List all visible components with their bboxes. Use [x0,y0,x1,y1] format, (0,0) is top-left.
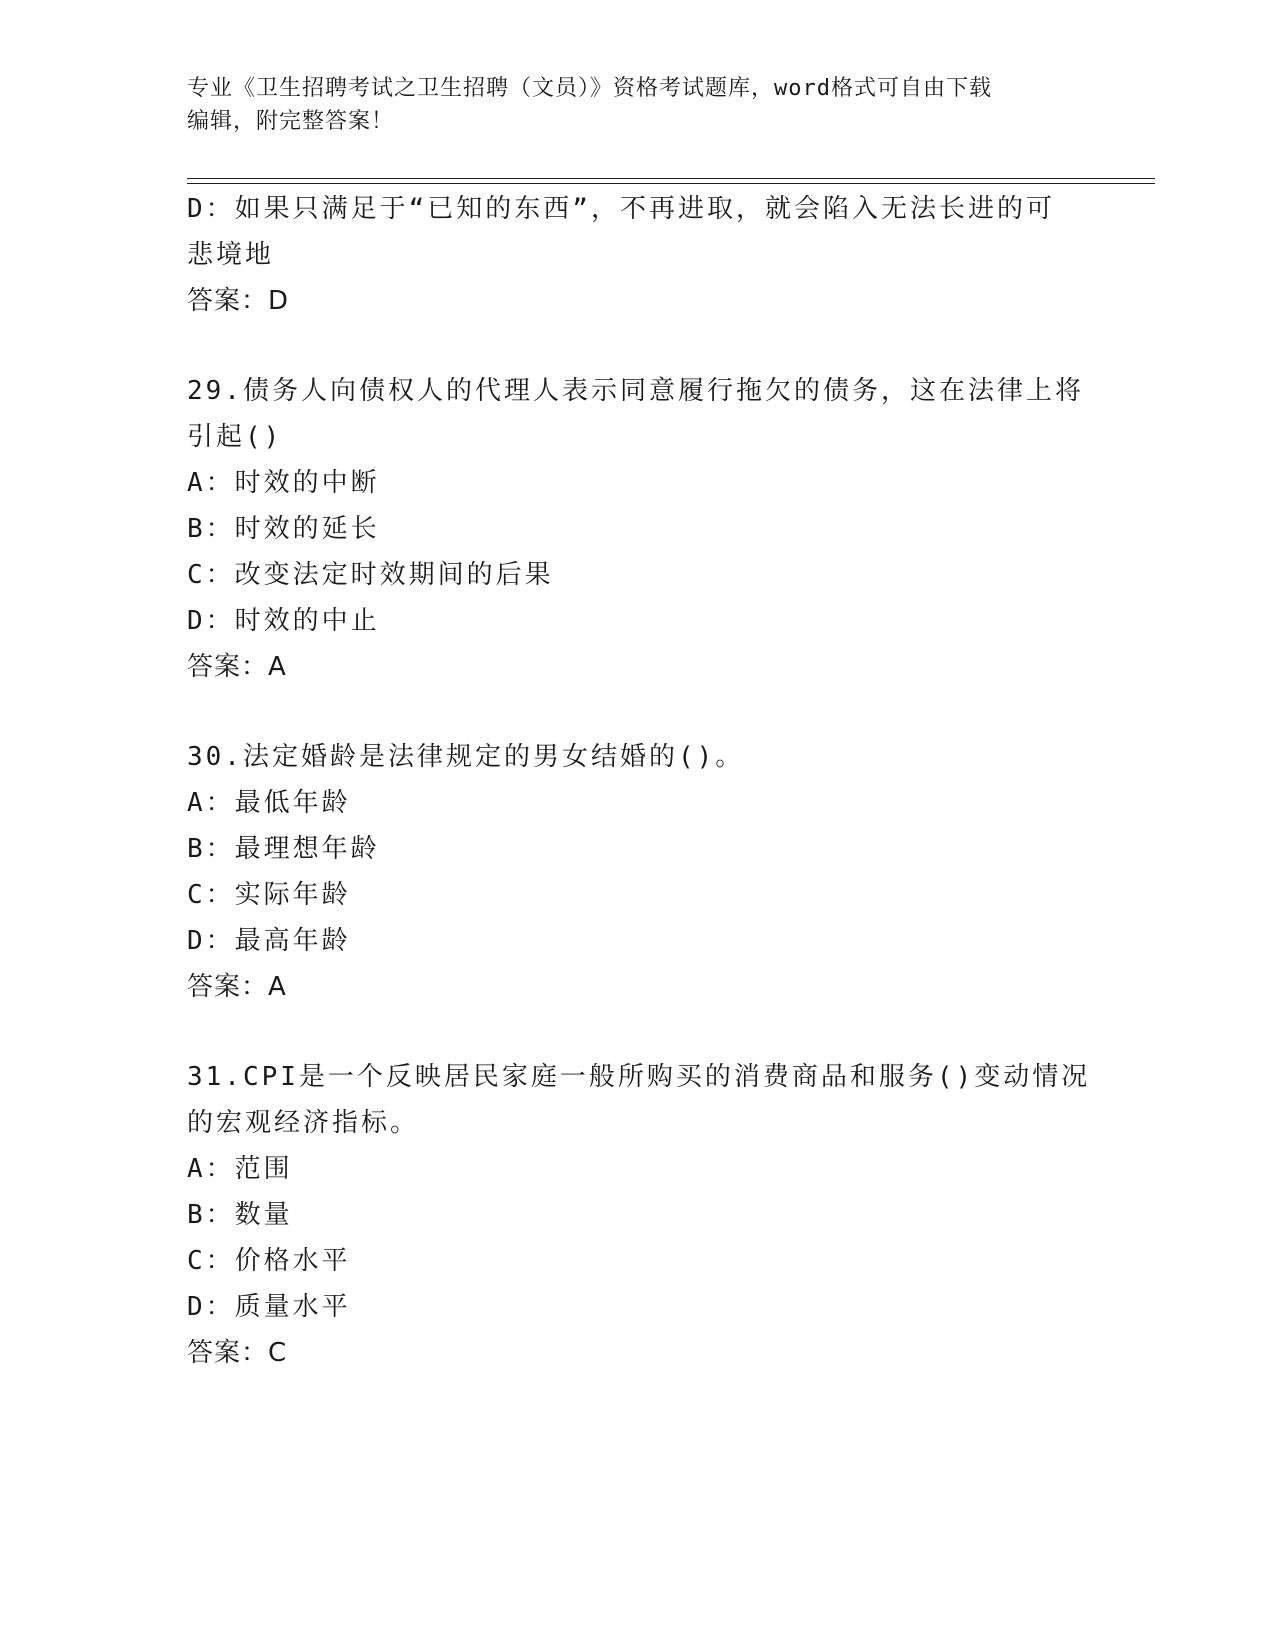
question-stem: 29.债务人向债权人的代理人表示同意履行拖欠的债务，这在法律上将 [187,376,1084,406]
question-stem: 31.CPI是一个反映居民家庭一般所购买的消费商品和服务()变动情况 [187,1062,1091,1092]
header-line-1: 专业《卫生招聘考试之卫生招聘（文员）》资格考试题库，word格式可自由下载 [187,76,992,101]
answer-line: 答案：A [187,972,287,1002]
option-a: A：范围 [187,1154,293,1184]
header-divider-bottom [187,183,1155,184]
question-stem-continued: 的宏观经济指标。 [187,1108,420,1138]
option-a: A：时效的中断 [187,468,380,498]
answer-line: 答案：A [187,652,287,682]
question-30 [187,734,1087,1010]
option-c: C：实际年龄 [187,880,351,910]
question-stem: 30.法定婚龄是法律规定的男女结婚的()。 [187,742,745,772]
carryover-block [187,186,1087,324]
option-c: C：改变法定时效期间的后果 [187,560,554,590]
option-d-continued: 悲境地 [187,240,275,270]
option-c: C：价格水平 [187,1246,351,1276]
document-header [187,72,1067,138]
option-a: A：最低年龄 [187,788,351,818]
option-b: B：时效的延长 [187,514,380,544]
question-31 [187,1054,1091,1376]
question-stem-continued: 引起() [187,422,283,452]
question-29 [187,368,1087,690]
option-d: D：时效的中止 [187,606,380,636]
answer-line: 答案：D [187,286,290,316]
answer-line: 答案：C [187,1338,288,1368]
option-b: B：最理想年龄 [187,834,380,864]
header-divider-top [187,178,1155,179]
option-b: B：数量 [187,1200,293,1230]
header-line-2: 编辑，附完整答案！ [187,109,395,134]
option-d: D：质量水平 [187,1292,351,1322]
option-d: D：如果只满足于“已知的东西”，不再进取，就会陷入无法长进的可 [187,194,1055,224]
option-d: D：最高年龄 [187,926,351,956]
question-content [187,186,1091,1376]
